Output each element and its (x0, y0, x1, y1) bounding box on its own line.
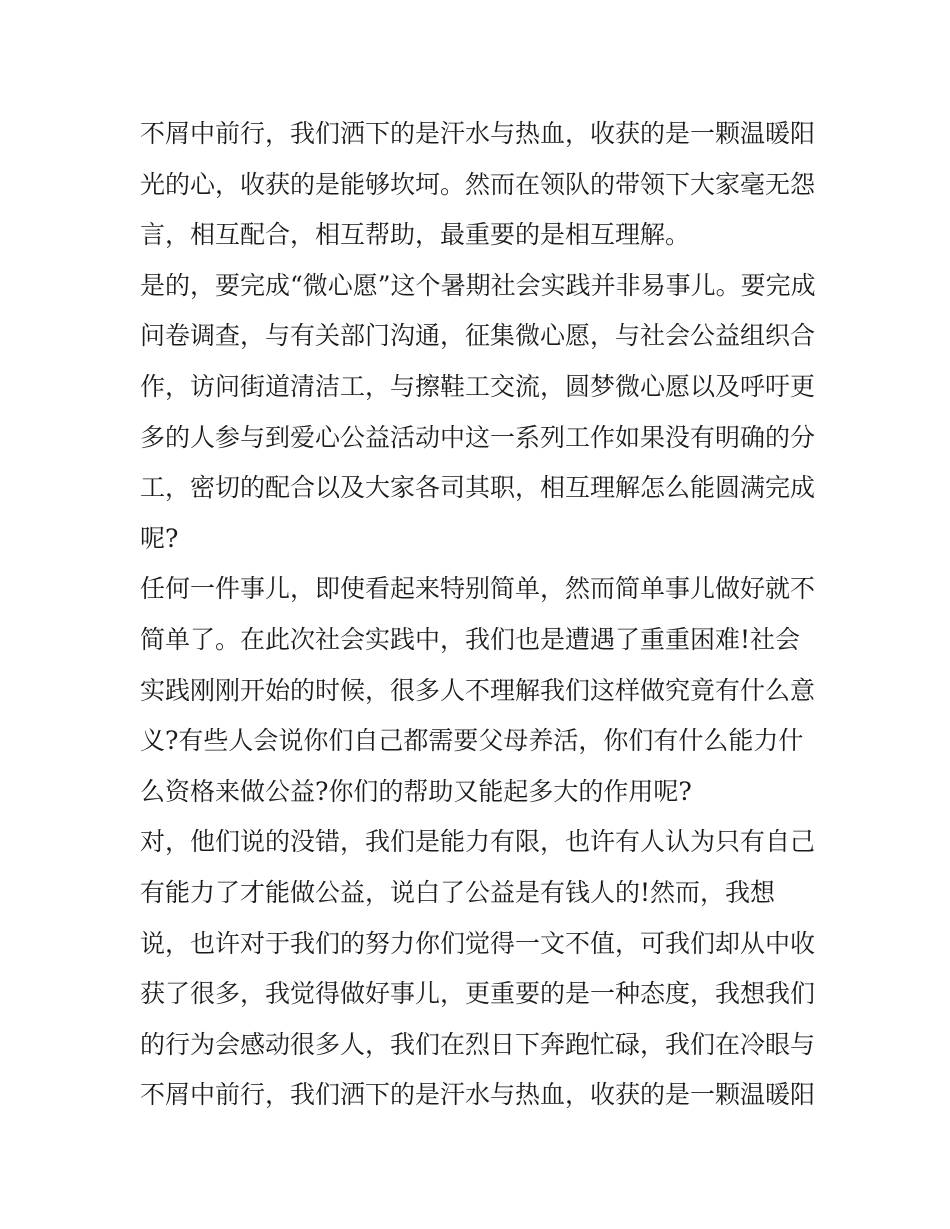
text-line: 实践刚刚开始的时候，很多人不理解我们这样做究竟有什么意 (140, 675, 816, 705)
text-line: 说，也许对于我们的努力你们觉得一文不值，可我们却从中收 (140, 928, 816, 958)
text-line: 作，访问街道清洁工，与擦鞋工交流，圆梦微心愿以及呼吁更 (140, 371, 816, 401)
document-body (140, 109, 820, 1121)
text-line: 多的人参与到爱心公益活动中这一系列工作如果没有明确的分 (140, 422, 816, 452)
text-line: 不屑中前行，我们洒下的是汗水与热血，收获的是一颗温暖阳 (140, 119, 816, 148)
text-line: 言，相互配合，相互帮助，最重要的是相互理解。 (140, 220, 691, 250)
text-line: 获了很多，我觉得做好事儿，更重要的是一种态度，我想我们 (140, 979, 816, 1009)
text-line: 呢? (140, 523, 179, 553)
text-line: 工，密切的配合以及大家各司其职，相互理解怎么能圆满完成 (140, 473, 816, 503)
text-line: 义?有些人会说你们自己都需要父母养活，你们有什么能力什 (140, 726, 804, 756)
text-line: 光的心，收获的是能够坎坷。然而在领队的带领下大家毫无怨 (140, 169, 816, 199)
text-line: 任何一件事儿，即使看起来特别简单，然而简单事儿做好就不 (140, 574, 816, 604)
text-line: 问卷调查，与有关部门沟通，征集微心愿，与社会公益组织合 (140, 321, 816, 351)
text-line: 不屑中前行，我们洒下的是汗水与热血，收获的是一颗温暖阳 (140, 1080, 816, 1110)
text-line: 的行为会感动很多人，我们在烈日下奔跑忙碌，我们在冷眼与 (140, 1029, 816, 1059)
text-line: 简单了。在此次社会实践中，我们也是遭遇了重重困难!社会 (140, 624, 801, 654)
text-line: 么资格来做公益?你们的帮助又能起多大的作用呢? (140, 776, 692, 806)
text-line: 对，他们说的没错，我们是能力有限，也许有人认为只有自己 (140, 827, 816, 857)
text-line: 有能力了才能做公益，说白了公益是有钱人的!然而，我想 (140, 877, 776, 907)
text-line: 是的，要完成“微心愿”这个暑期社会实践并非易事儿。要完成 (140, 270, 816, 300)
